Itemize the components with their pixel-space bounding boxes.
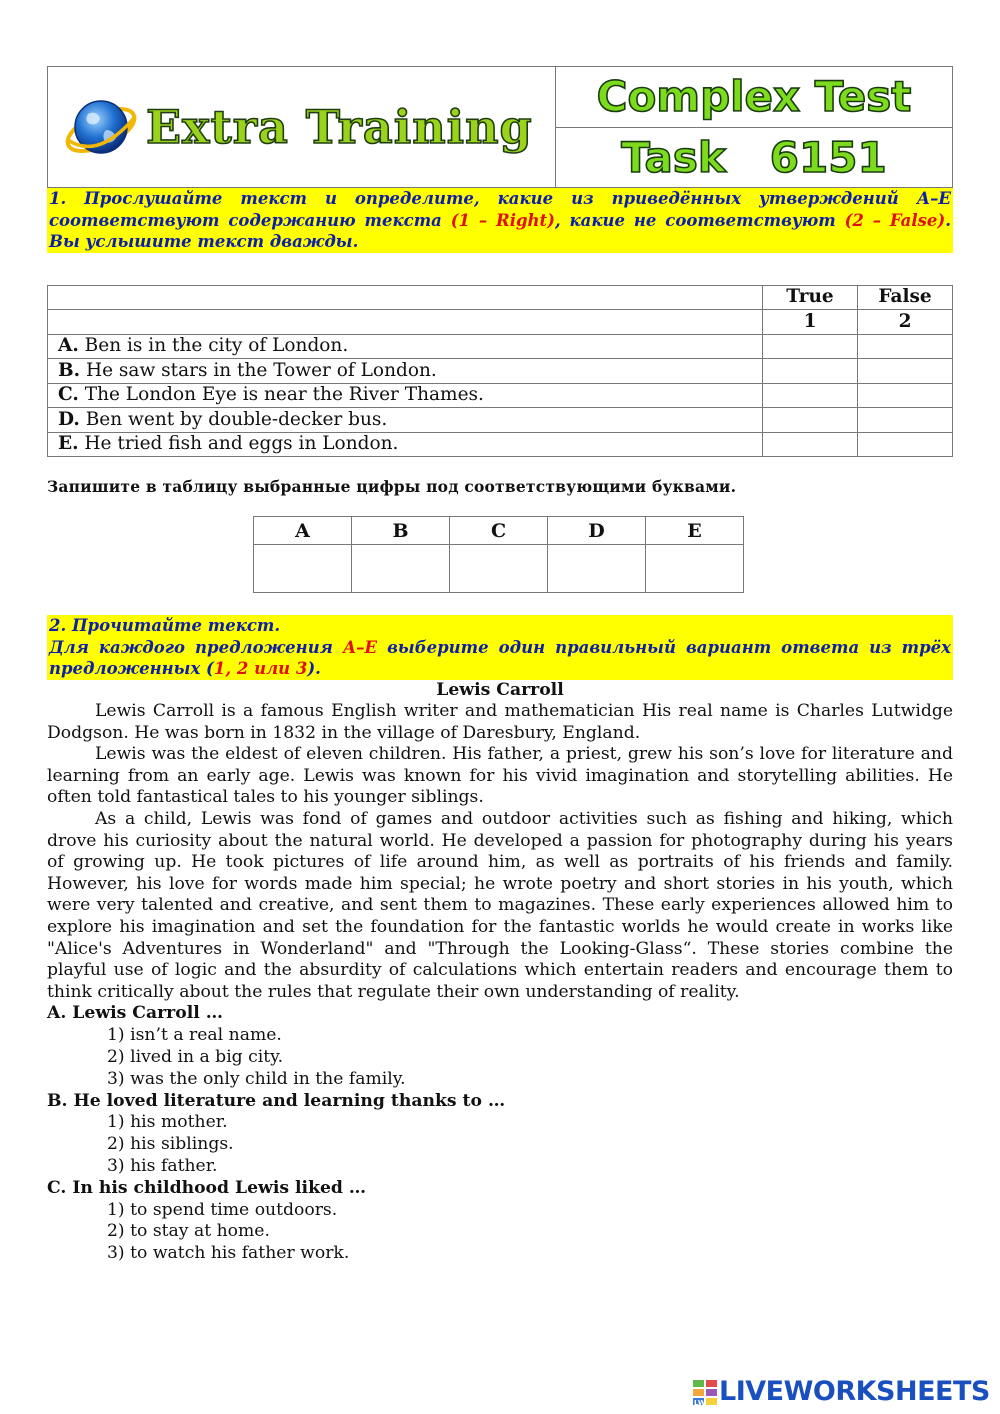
letters-hint: А–Е bbox=[342, 637, 378, 657]
task1-instruction-part: 1. Прослушайте текст и определите, какие из приведённых утверждений А–Е соответствуют содержанию текста bbox=[49, 189, 951, 230]
statement-text: He tried fish and eggs in London. bbox=[78, 433, 399, 455]
true-answer-cell[interactable] bbox=[763, 408, 858, 433]
statement-letter: D. bbox=[58, 408, 80, 430]
answer-option[interactable]: 1) isn’t a real name. bbox=[107, 1025, 282, 1046]
table-row bbox=[48, 334, 953, 359]
logo-text: Extra Training bbox=[146, 100, 533, 154]
answer-letter: B bbox=[352, 517, 450, 545]
false-answer-cell[interactable] bbox=[858, 359, 953, 384]
globe-icon bbox=[62, 88, 140, 166]
logo-letters: LW bbox=[694, 1398, 706, 1406]
task2-instruction bbox=[47, 615, 953, 680]
task1-instruction-part: , какие не соответствуют bbox=[554, 210, 845, 230]
answer-option[interactable]: 2) to stay at home. bbox=[107, 1221, 270, 1242]
task-title bbox=[556, 127, 952, 188]
col-false-header: False bbox=[858, 285, 953, 310]
task1-instruction-part: . Вы услышите текст дважды. bbox=[49, 210, 951, 251]
task2-instruction-part: выберите один правильный вариант ответа из трёх предложенных ( bbox=[49, 637, 951, 678]
task-number: 6151 bbox=[769, 132, 887, 182]
question-stem: A. Lewis Carroll … bbox=[47, 1003, 223, 1024]
answer-letter: E bbox=[646, 517, 744, 545]
task2-instruction-part: ). bbox=[307, 659, 321, 678]
statement-cell bbox=[48, 432, 763, 457]
worksheet-page bbox=[47, 66, 953, 1265]
statement-text: The London Eye is near the River Thames. bbox=[78, 384, 484, 406]
table-row bbox=[48, 359, 953, 384]
true-answer-cell[interactable] bbox=[763, 383, 858, 408]
question-block bbox=[47, 1091, 953, 1178]
answer-letter: A bbox=[254, 517, 352, 545]
liveworksheets-logo-icon bbox=[693, 1378, 719, 1406]
answer-option[interactable]: 2) his siblings. bbox=[107, 1134, 234, 1155]
statement-text: Ben is in the city of London. bbox=[78, 335, 349, 357]
statement-cell bbox=[48, 383, 763, 408]
answer-option[interactable]: 3) to watch his father work. bbox=[107, 1243, 350, 1264]
question-stem: C. In his childhood Lewis liked … bbox=[47, 1177, 367, 1198]
true-answer-cell[interactable] bbox=[763, 334, 858, 359]
header bbox=[47, 66, 953, 188]
question-stem: B. He loved literature and learning thanks to … bbox=[47, 1090, 506, 1111]
reading-text bbox=[47, 680, 953, 1004]
task1-instruction bbox=[47, 188, 953, 253]
table-header-blank bbox=[48, 310, 763, 335]
answer-option[interactable]: 3) was the only child in the family. bbox=[107, 1068, 406, 1089]
answer-letter: C bbox=[450, 517, 548, 545]
answer-input-cell[interactable] bbox=[254, 545, 352, 593]
options-hint: 1, 2 или 3 bbox=[213, 659, 308, 678]
table-header-blank bbox=[48, 285, 763, 310]
question-block bbox=[47, 1003, 953, 1090]
task-label: Task bbox=[621, 132, 726, 182]
reading-paragraph: Lewis Carroll is a famous English writer and mathematician His real name is Charles Lutwidge Dodgson. He was born in 1832 in the village of Daresbury, England. bbox=[47, 701, 953, 743]
statement-letter: B. bbox=[58, 359, 81, 381]
statement-text: Ben went by double-decker bus. bbox=[79, 408, 388, 430]
answer-option[interactable]: 2) lived in a big city. bbox=[107, 1047, 284, 1067]
reading-title: Lewis Carroll bbox=[436, 679, 564, 700]
table-row bbox=[48, 383, 953, 408]
reading-paragraph: Lewis was the eldest of eleven children. His father, a priest, grew his son’s love for literature and learning from an early age. Lewis was known for his vivid imagination and storytelling abilities. He often told fantastical tales to his younger siblings. bbox=[47, 744, 953, 808]
statement-cell bbox=[48, 334, 763, 359]
title-cell bbox=[556, 67, 952, 187]
false-hint: (2 – False) bbox=[844, 210, 946, 230]
col-true-number: 1 bbox=[763, 310, 858, 335]
answer-option[interactable]: 3) his father. bbox=[107, 1155, 218, 1176]
col-false-number: 2 bbox=[858, 310, 953, 335]
statement-letter: A. bbox=[58, 335, 79, 357]
reading-paragraph: As a child, Lewis was fond of games and outdoor activities such as fishing and hiking, which drove his curiosity about the natural world. He developed a passion for photography during his years of growing up. He took pictures of life around him, as well as portraits of his friends and family. However, his love for words made him special; he wrote poetry and short stories in his youth, which were very talented and creative, and sent them to magazines. These early experiences allowed him to explore his imagination and set the foundation for the fantastic worlds he would create in works like "Alice's Adventures in Wonderland" and "Through the Looking-Glass“. These stories combine the playful use of logic and the absurdity of calculations which entertain readers and encourage them to think critically about the rules that regulate their own understanding of reality. bbox=[47, 809, 953, 1002]
right-hint: (1 – Right) bbox=[450, 210, 555, 230]
true-answer-cell[interactable] bbox=[763, 432, 858, 457]
answer-grid bbox=[253, 516, 744, 593]
col-true-header: True bbox=[763, 285, 858, 310]
false-answer-cell[interactable] bbox=[858, 432, 953, 457]
answer-input-cell[interactable] bbox=[450, 545, 548, 593]
statement-cell bbox=[48, 408, 763, 433]
statement-cell bbox=[48, 359, 763, 384]
answer-note: Запишите в таблицу выбранные цифры под соответствующими буквами. bbox=[47, 477, 737, 496]
answer-option[interactable]: 1) to spend time outdoors. bbox=[107, 1199, 338, 1220]
statement-text: He saw stars in the Tower of London. bbox=[80, 359, 437, 381]
false-answer-cell[interactable] bbox=[858, 408, 953, 433]
statement-letter: C. bbox=[58, 384, 79, 406]
true-answer-cell[interactable] bbox=[763, 359, 858, 384]
false-answer-cell[interactable] bbox=[858, 334, 953, 359]
answer-input-cell[interactable] bbox=[548, 545, 646, 593]
brand-name: LIVEWORKSHEETS bbox=[719, 1376, 990, 1407]
task2-instruction-body bbox=[49, 637, 951, 680]
question-block bbox=[47, 1178, 953, 1265]
logo-cell bbox=[48, 67, 556, 187]
answer-input-cell[interactable] bbox=[352, 545, 450, 593]
statement-letter: E. bbox=[58, 433, 79, 455]
answer-option[interactable]: 1) his mother. bbox=[107, 1112, 228, 1133]
task2-instruction-line: 2. Прочитайте текст. bbox=[49, 616, 281, 635]
table-row bbox=[48, 432, 953, 457]
answer-letter: D bbox=[548, 517, 646, 545]
footer-brand bbox=[693, 1376, 990, 1407]
test-title: Complex Test bbox=[596, 72, 912, 122]
true-false-table bbox=[47, 285, 953, 458]
task2-instruction-part: Для каждого предложения bbox=[49, 637, 343, 657]
false-answer-cell[interactable] bbox=[858, 383, 953, 408]
table-row bbox=[48, 408, 953, 433]
answer-input-cell[interactable] bbox=[646, 545, 744, 593]
